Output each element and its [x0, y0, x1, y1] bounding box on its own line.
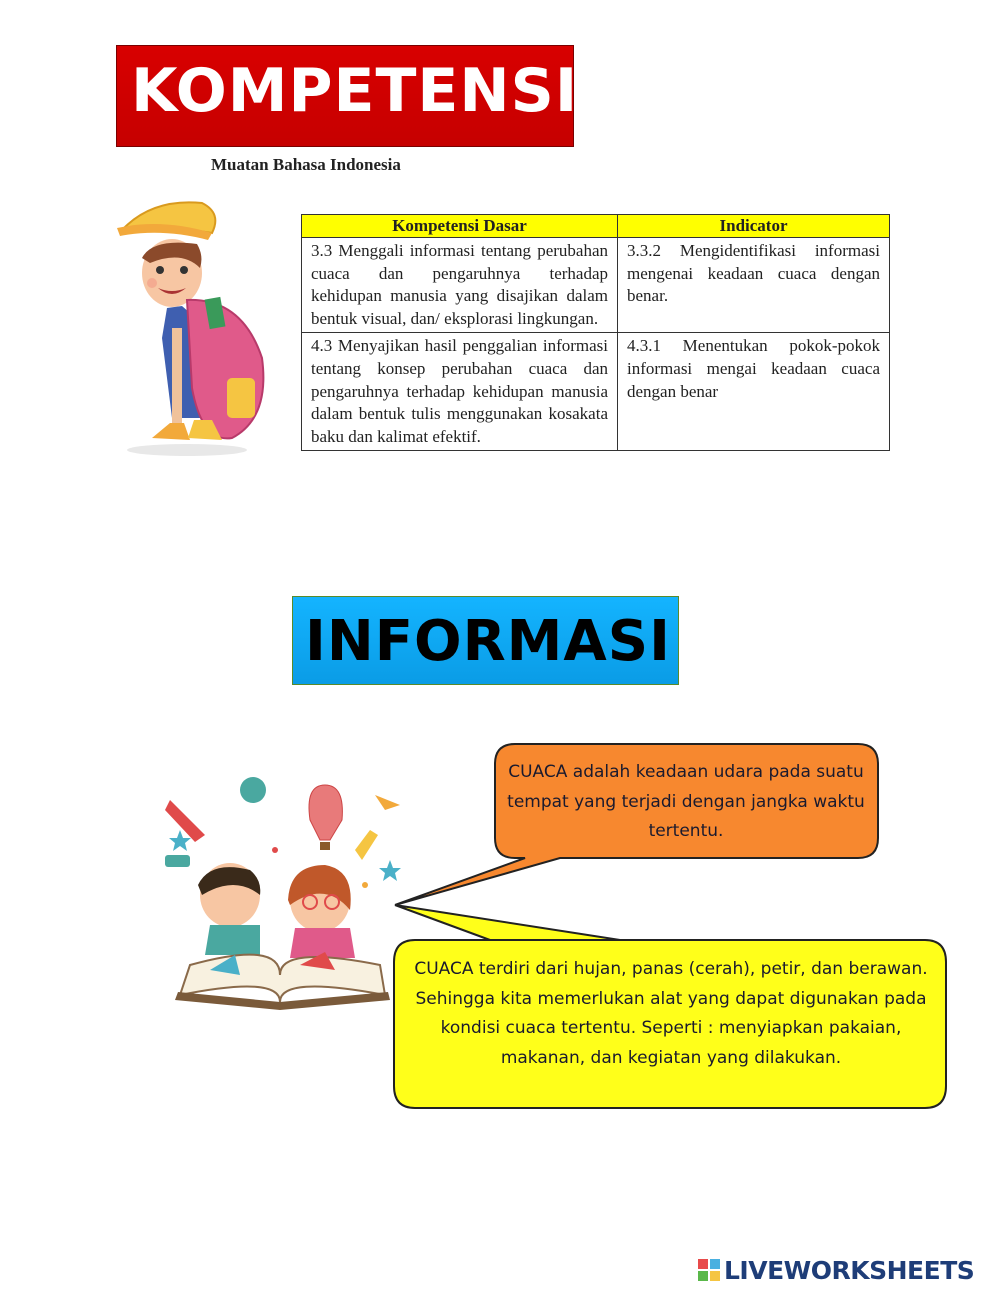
header-indicator: Indicator [618, 215, 890, 238]
subject-subtitle: Muatan Bahasa Indonesia [211, 155, 401, 174]
liveworksheets-logo [698, 1255, 974, 1285]
cell-indicator: 3.3.2 Mengidentifikasi informasi mengenai keadaan cuaca dengan benar. [618, 238, 890, 333]
bubble-types-text: CUACA terdiri dari hujan, panas (cerah), petir, dan berawan. Sehingga kita memerlukan alat yang dapat digunakan pada kondisi cuaca tertentu. Seperti : menyiapkan pakaian, makanan, dan kegiatan yang dilakukan. [414, 959, 928, 1068]
liveworksheets-logo-icon [698, 1259, 720, 1281]
bubble-definition-text: CUACA adalah keadaan udara pada suatu tempat yang terjadi dengan jangka waktu tertentu. [507, 762, 865, 841]
cell-kd: 3.3 Menggali informasi tentang perubahan cuaca dan pengaruhnya terhadap kehidupan manusia yang disajikan dalam bentuk visual, dan/ eksplorasi lingkungan. [302, 238, 618, 333]
informasi-title: INFORMASI [305, 609, 671, 674]
cell-indicator: 4.3.1 Menentukan pokok-pokok informasi mengai keadaan cuaca dengan benar [618, 333, 890, 451]
cell-kd: 4.3 Menyajikan hasil penggalian informasi tentang konsep perubahan cuaca dan pengaruhnya terhadap kehidupan manusia dalam bentuk tulis menggunakan kosakata baku dan kalimat efektif. [302, 333, 618, 451]
liveworksheets-brand: LIVEWORKSHEETS [724, 1255, 975, 1285]
kompetensi-title: KOMPETENSI [131, 56, 579, 126]
header-kompetensi-dasar: Kompetensi Dasar [302, 215, 618, 238]
